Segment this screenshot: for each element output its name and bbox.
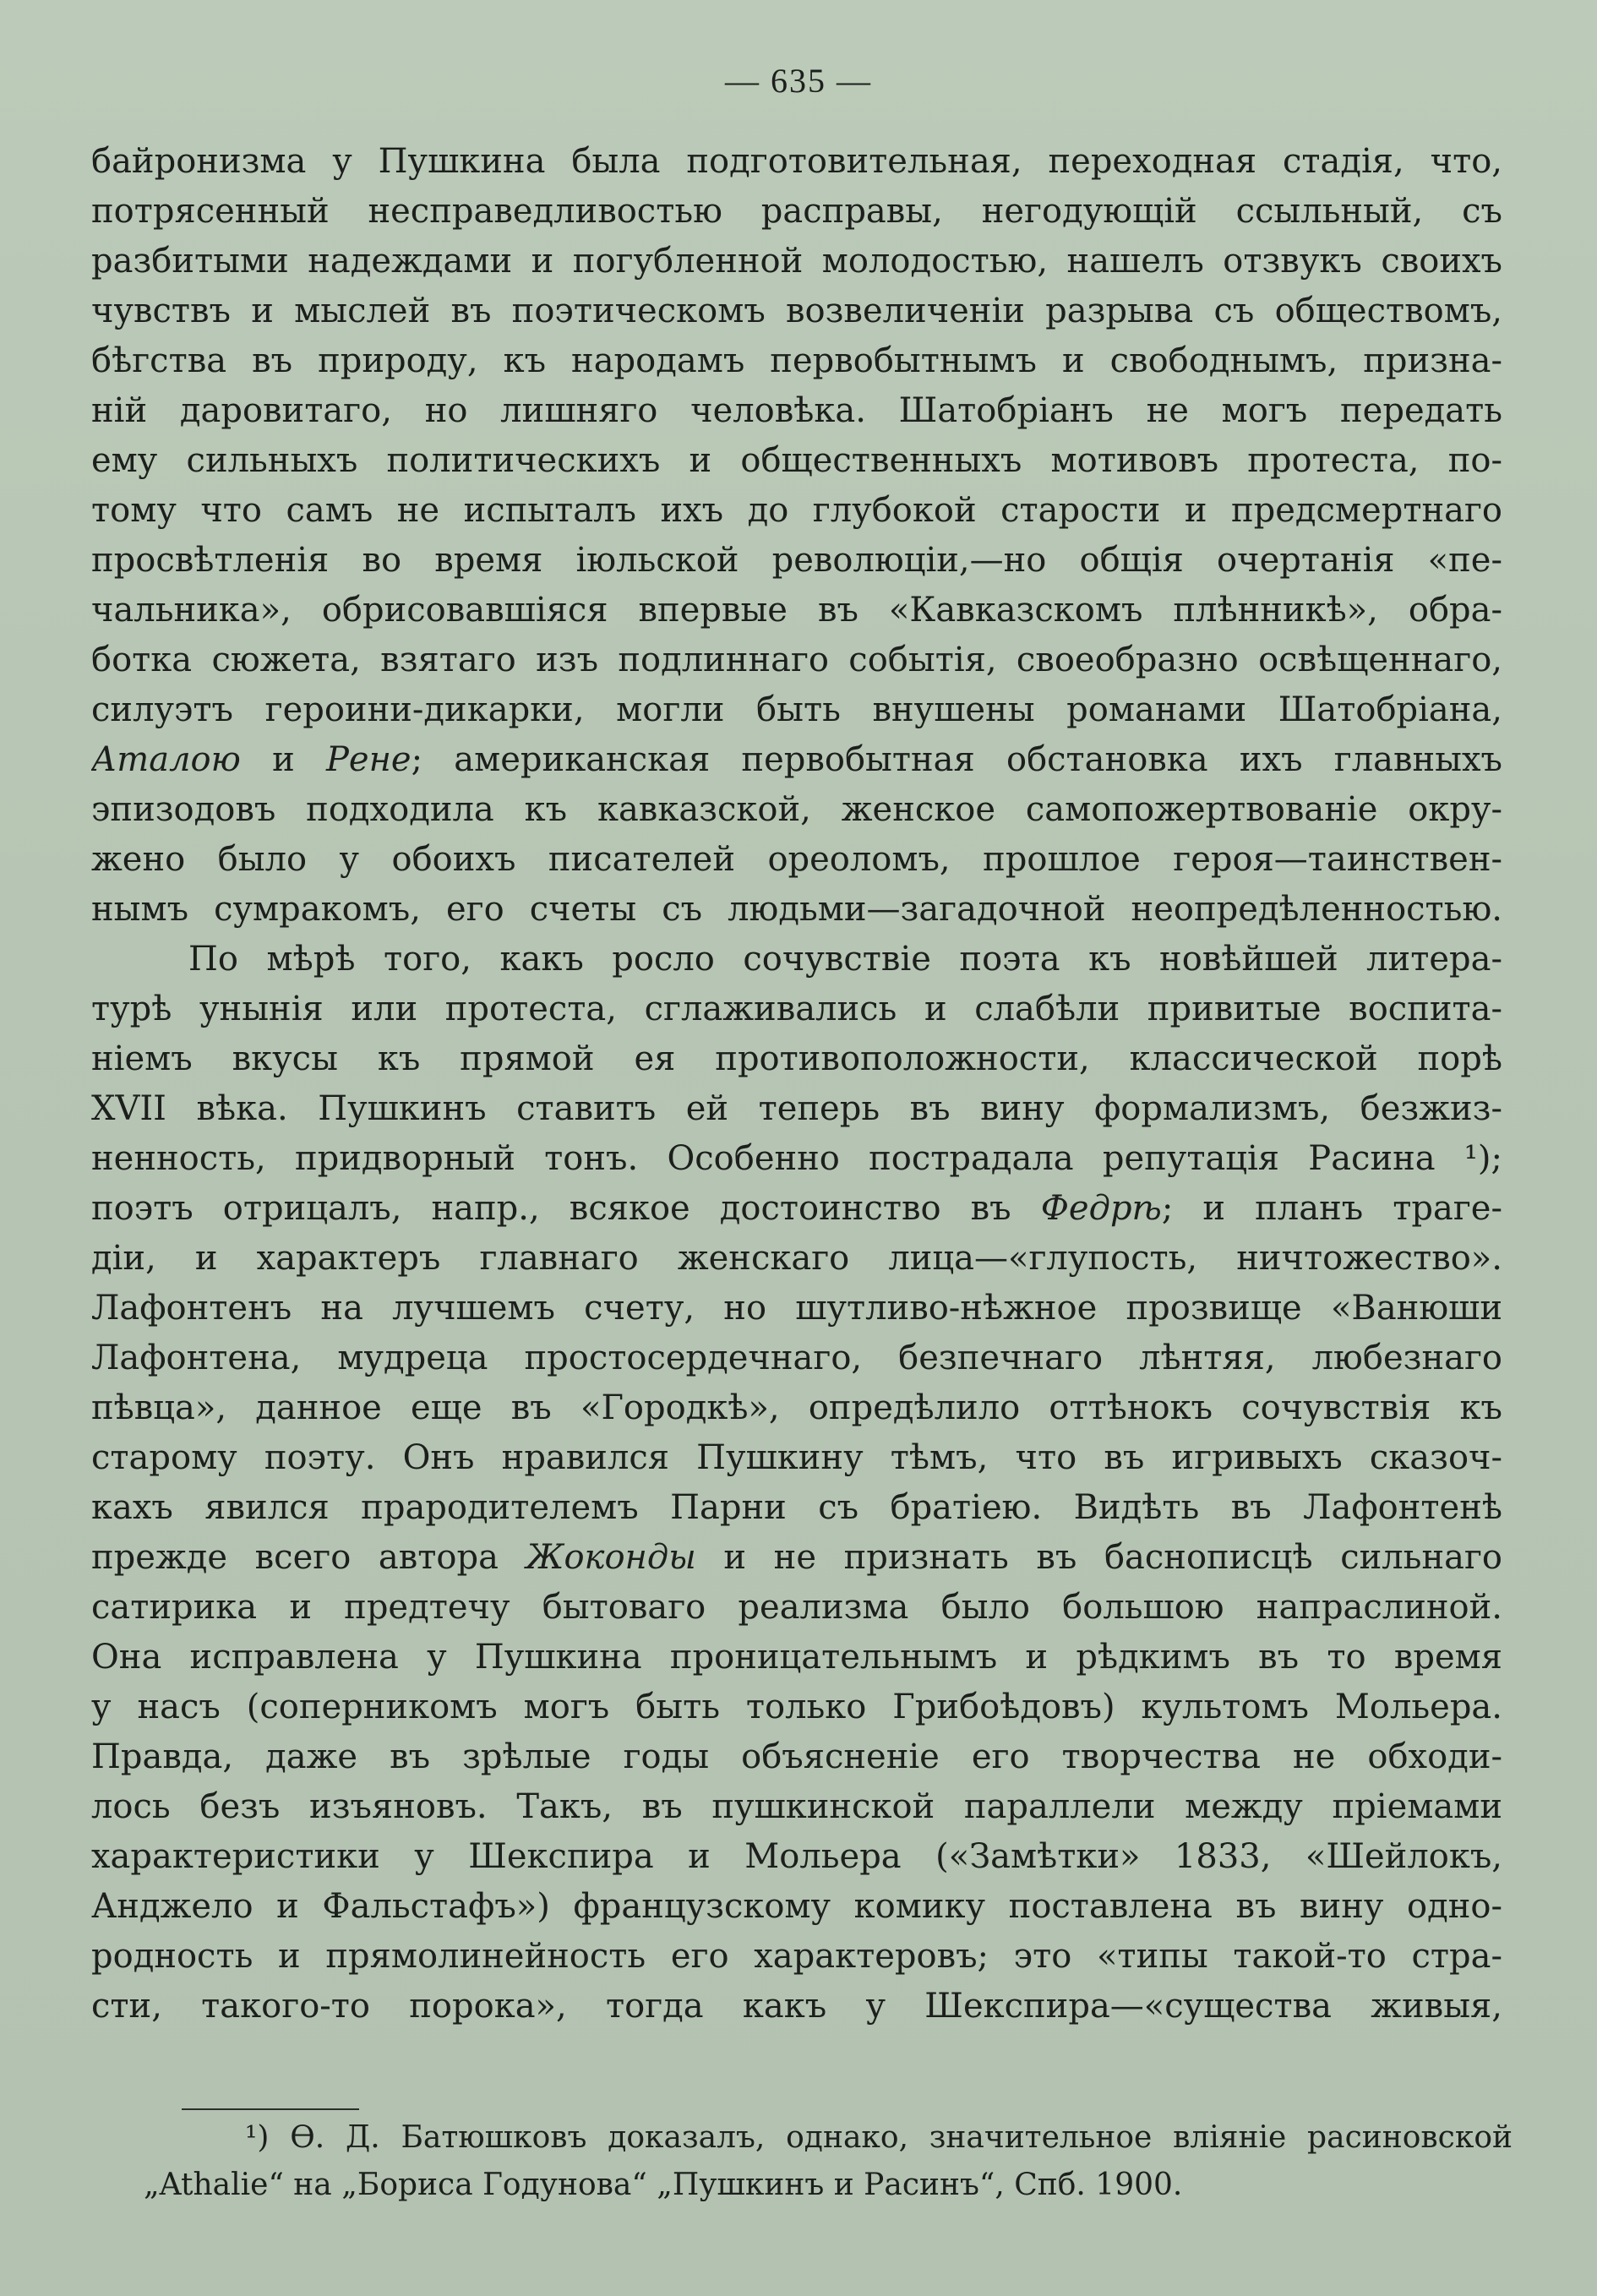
text-segment: и не признать въ баснописцѣ сильнаго: [695, 1538, 1502, 1577]
text-line: Она исправлена у Пушкина проницательнымъ и рѣдкимъ въ то время: [91, 1638, 1502, 1677]
text-segment: поэтъ отрицалъ, напр., всякое достоинство въ: [91, 1189, 1041, 1228]
text-line: ему сильныхъ политическихъ и общественныхъ мотивовъ протеста, по-: [91, 441, 1502, 480]
text-line: кахъ явился прародителемъ Парни съ братіею. Видѣть въ Лафонтенѣ: [91, 1488, 1502, 1527]
text-line: ненность, придворный тонъ. Особенно пострадала репутація Расина ¹);: [91, 1139, 1502, 1178]
text-line: просвѣтленія во время іюльской революціи,—но общія очертанія «пе-: [91, 541, 1502, 580]
footnote-line: ¹) Ѳ. Д. Батюшковъ доказалъ, однако, значительное вліяніе расиновской: [245, 2120, 1513, 2155]
text-line: ніемъ вкусы къ прямой ея противоположности, классической порѣ: [91, 1039, 1502, 1078]
text-line: тому что самъ не испыталъ ихъ до глубокой старости и предсмертнаго: [91, 491, 1502, 530]
text-line: родность и прямолинейность его характеровъ; это «типы такой-то стра-: [91, 1937, 1502, 1976]
italic-title: Федрѣ: [1040, 1189, 1162, 1228]
text-line: старому поэту. Онъ нравился Пушкину тѣмъ, что въ игривыхъ сказоч-: [91, 1438, 1502, 1477]
text-line: турѣ унынія или протеста, сглаживались и слабѣли привитые воспита-: [91, 990, 1502, 1028]
text-line: сти, такого-то порока», тогда какъ у Шекспира—«существа живыя,: [91, 1987, 1502, 2026]
text-line: характеристики у Шекспира и Мольера («Замѣтки» 1833, «Шейлокъ,: [91, 1837, 1502, 1876]
text-line: эпизодовъ подходила къ кавказской, женское самопожертвованіе окру-: [91, 790, 1502, 829]
text-line: чальника», обрисовавшіяся впервые въ «Кавказскомъ плѣнникѣ», обра-: [91, 591, 1502, 630]
text-segment: ; американская первобытная обстановка ихъ главныхъ: [411, 740, 1502, 779]
text-line: XVII вѣка. Пушкинъ ставитъ ей теперь въ вину формализмъ, безжиз-: [91, 1089, 1502, 1128]
text-line: Правда, даже въ зрѣлые годы объясненіе его творчества не обходи-: [91, 1737, 1502, 1776]
footnote: [93, 2114, 1513, 2209]
text-line: лось безъ изъяновъ. Такъ, въ пушкинской параллели между пріемами: [91, 1787, 1502, 1826]
text-line: [91, 1184, 1502, 1234]
text-line: сатирика и предтечу бытоваго реализма было большою напраслиной.: [91, 1588, 1502, 1627]
text-line: ній даровитаго, но лишняго человѣка. Шатобріанъ не могъ передать: [91, 391, 1502, 430]
italic-title: Аталою: [91, 740, 241, 779]
text-line: бѣгства въ природу, къ народамъ первобытнымъ и свободнымъ, призна-: [91, 341, 1502, 380]
text-line: байронизма у Пушкина была подготовительная, переходная стадія, что,: [91, 142, 1502, 181]
text-line: потрясенный несправедливостью расправы, негодующій ссыльный, съ: [91, 192, 1502, 231]
text-line: разбитыми надеждами и погубленной молодостью, нашелъ отзвукъ своихъ: [91, 242, 1502, 281]
text-line: діи, и характеръ главнаго женскаго лица—«глупость, ничтожество».: [91, 1239, 1502, 1278]
page-number: — 635 —: [725, 62, 872, 100]
text-line: у насъ (соперникомъ могъ быть только Грибоѣдовъ) культомъ Мольера.: [91, 1688, 1502, 1726]
text-line: Лафонтена, мудреца простосердечнаго, безпечнаго лѣнтяя, любезнаго: [91, 1339, 1502, 1377]
text-line: чувствъ и мыслей въ поэтическомъ возвеличеніи разрыва съ обществомъ,: [91, 292, 1502, 330]
text-line: пѣвца», данное еще въ «Городкѣ», опредѣлило оттѣнокъ сочувствія къ: [91, 1388, 1502, 1427]
footnote-separator: [182, 2108, 359, 2110]
text-line: Лафонтенъ на лучшемъ счету, но шутливо-нѣжное прозвище «Ванюши: [91, 1289, 1502, 1328]
text-line: [91, 735, 1502, 785]
text-segment: ; и планъ траге-: [1161, 1189, 1502, 1228]
text-segment: и: [240, 740, 326, 779]
text-line: [91, 1533, 1502, 1583]
text-line: Анджело и Фальстафъ») французскому комику поставлена въ вину одно-: [91, 1887, 1502, 1926]
text-segment: прежде всего автора: [91, 1538, 526, 1577]
italic-title: Жоконды: [526, 1538, 696, 1577]
text-line: ботка сюжета, взятаго изъ подлиннаго событія, своеобразно освѣщеннаго,: [91, 641, 1502, 679]
text-line: нымъ сумракомъ, его счеты съ людьми—загадочной неопредѣленностью.: [91, 890, 1502, 929]
text-line: По мѣрѣ того, какъ росло сочувствіе поэта къ новѣйшей литера-: [188, 940, 1502, 979]
footnote-line: „Athalie“ на „Бориса Годунова“ „Пушкинъ и Расинъ“, Спб. 1900.: [144, 2168, 1183, 2202]
text-line: силуэтъ героини-дикарки, могли быть внушены романами Шатобріана,: [91, 690, 1502, 729]
italic-title: Рене: [325, 740, 412, 779]
text-line: жено было у обоихъ писателей ореоломъ, прошлое героя—таинствен-: [91, 840, 1502, 879]
body-text: [91, 137, 1502, 2031]
